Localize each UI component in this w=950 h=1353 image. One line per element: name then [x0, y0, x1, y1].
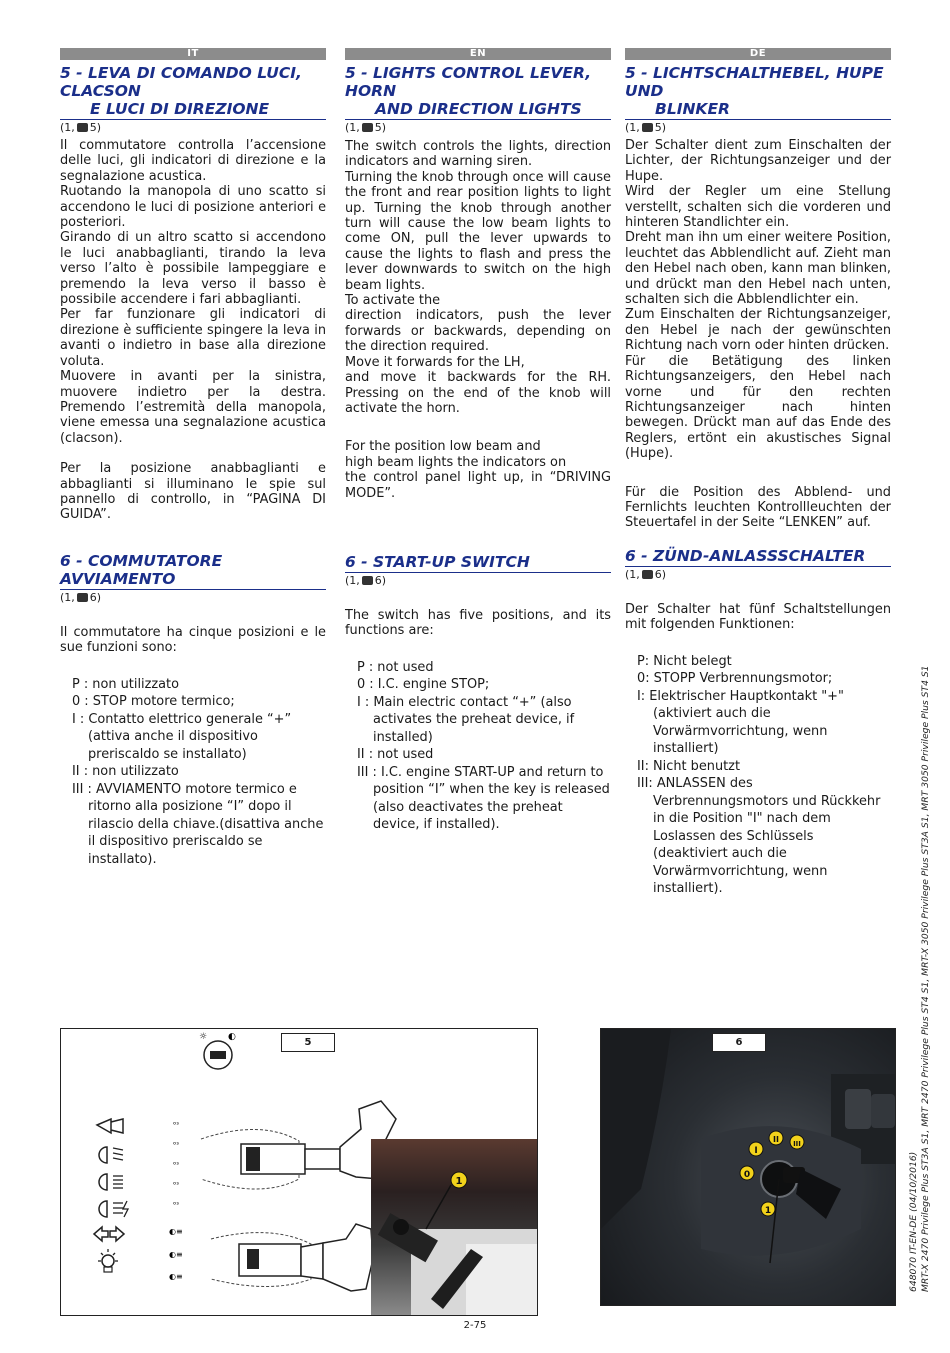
lever-photo: [371, 1139, 537, 1315]
svg-text:◐≡: ◐≡: [169, 1250, 183, 1259]
section-6-intro-en: The switch has five positions, and its functions are:: [345, 608, 611, 639]
figure-5-number: 5: [281, 1033, 335, 1052]
section-5-text-en: The switch controls the lights, direction indicators and warning siren. Turning the knob through once will cause the front and rear position lights to light up. Turning the knob through another turn will cause the low beam lights to come ON, pull the lever upwards to cause the lights to flash and press the lever downwards to switch on the high beam lights. To activate the direction indicators, push the lever forwards or backwards, depending on the direction required. Move it forwards for the LH, and move it backwards for the RH. Pressing on the end of the knob will activate the horn. For the position low beam and high beam lights the indicators on the control panel light up, in “DRIVING MODE”.: [345, 139, 611, 501]
list-item: P : non utilizzato: [72, 676, 179, 692]
svg-text:ᵒˢ: ᵒˢ: [173, 1180, 180, 1189]
svg-text:☼: ☼: [199, 1032, 208, 1042]
list-item: II : not used: [357, 747, 434, 763]
svg-text:ᵒˢ: ᵒˢ: [173, 1160, 180, 1169]
svg-text:◐≡: ◐≡: [169, 1272, 183, 1281]
position-label-0: 0: [743, 1170, 751, 1180]
camera-icon: [77, 123, 88, 132]
section-6-title-it: 6 - COMMUTATORE AVVIAMENTO: [60, 552, 326, 590]
section-6-intro-it: Il commutatore ha cinque posizioni e le sue funzioni sono:: [60, 625, 326, 656]
list-item: II : non utilizzato: [72, 764, 179, 780]
position-label-i: I: [754, 1146, 758, 1156]
horn-icon: [97, 1119, 123, 1133]
list-item: III: ANLASSEN des Verbrennungsmotors und Rückkehr in die Position "I" nach dem Loslassen des Schlüssels (deaktiviert auch die Vorwärmvorrichtung, wenn installiert).: [637, 776, 881, 897]
switch-positions-list-de: [625, 653, 891, 898]
section-6-it: [60, 548, 326, 868]
language-bar-en: EN: [345, 48, 611, 60]
title-line-1: 5 - LIGHTS CONTROL LEVER, HORN: [345, 64, 592, 100]
list-item: 0: STOPP Verbrennungsmotor;: [637, 671, 833, 687]
page-number: 2-75: [463, 1320, 487, 1331]
list-item: I: Elektrischer Hauptkontakt "+" (aktiviert auch die Vorwärmvorrichtung, wenn installiert): [637, 688, 844, 757]
section-6-en: [345, 549, 611, 834]
figure-6: [600, 1028, 896, 1306]
section-5-title-en: [345, 64, 611, 120]
model-list: MRT-X 2470 Privilege Plus ST3A S1, MRT 2470 Privilege Plus ST4 S1, MRT-X 3050 Privilege Plus ST3A S1, MRT 3050 Privilege Plus ST4 S1: [920, 665, 931, 1292]
list-item: P: Nicht belegt: [637, 653, 732, 669]
camera-icon: [642, 570, 653, 579]
svg-text:ᵒˢ: ᵒˢ: [173, 1140, 180, 1149]
language-bar-de: DE: [625, 48, 891, 60]
figure-reference: (1, 6): [345, 574, 387, 587]
callout-1: 1: [764, 1206, 772, 1216]
svg-text:ᵒˢ: ᵒˢ: [173, 1200, 180, 1209]
lever-upper-drawing: [173, 1101, 396, 1209]
callout-1: 1: [455, 1176, 463, 1187]
section-6-title-de: 6 - ZÜND-ANLASSSCHALTER: [625, 547, 891, 567]
camera-icon: [642, 123, 653, 132]
column-it: [60, 48, 326, 523]
title-line-2: BLINKER: [655, 100, 730, 118]
list-item: 0 : STOP motore termico;: [72, 694, 235, 710]
column-en: [345, 48, 611, 501]
section-5-title-it: [60, 64, 326, 120]
document-code: 648070 IT-EN-DE (04/10/2016): [908, 1151, 919, 1292]
figure-reference: (1, 6): [60, 591, 102, 604]
section-5-title-de: [625, 64, 891, 120]
section-6-de: [625, 543, 891, 898]
switch-positions-list-it: [60, 676, 326, 869]
title-line-1: 5 - LEVA DI COMANDO LUCI, CLACSON: [60, 64, 302, 100]
list-item: I : Main electric contact “+” (also activates the preheat device, if installed): [357, 694, 575, 745]
figure-reference: (1, 6): [625, 568, 667, 581]
svg-text:ᵒˢ: ᵒˢ: [173, 1120, 180, 1129]
ignition-switch-photo: [601, 1029, 895, 1305]
direction-arrows-icon: [94, 1227, 124, 1241]
svg-text:◐: ◐: [228, 1032, 236, 1042]
section-6-title-en: 6 - START-UP SWITCH: [345, 553, 611, 573]
section-5-text-it: Il commutatore controlla l’accensione delle luci, gli indicatori di direzione e la segnalazione acustica. Ruotando la manopola di uno scatto si accendono le luci di posizione anteriori e posteriori. Girando di un altro scatto si accendono le luci anabbaglianti, tirando la leva verso l’alto è possibile lampeggiare e premendo la leva verso il basso è possibile accendere i fari abbaglianti. Per far funzionare gli indicatori di direzione è sufficiente spingere la leva in avanti o indietro in base alla direzione voluta. Muovere in avanti per la sinistra, muovere indietro per la destra. Premendo l’estremità della manopola, viene emessa una segnalazione acustica (clacson). Per la posizione anabbaglianti e abbaglianti si illuminano le spie sul pannello di controllo, in “PAGINA DI GUIDA”.: [60, 138, 326, 523]
position-label-ii: II: [773, 1135, 779, 1144]
position-label-iii: III: [793, 1140, 801, 1148]
low-beam-icon: [99, 1147, 123, 1163]
figure-reference: (1, 5): [345, 121, 387, 134]
list-item: III : AVVIAMENTO motore termico e ritorno alla posizione “I” dopo il rilascio della chiave.(disattiva anche il dispositivo preriscaldo se installato).: [72, 781, 324, 867]
camera-icon: [362, 123, 373, 132]
column-de: [625, 48, 891, 531]
language-bar-it: IT: [60, 48, 326, 60]
title-line-2: E LUCI DI DIREZIONE: [90, 100, 270, 118]
section-6-intro-de: Der Schalter hat fünf Schaltstellungen mit folgenden Funktionen:: [625, 602, 891, 633]
high-beam-icon: [99, 1174, 123, 1190]
section-5-text-de: Der Schalter dient zum Einschalten der Lichter, der Richtungsanzeiger und der Hupe. Wird der Regler um eine Stellung verstellt, schalten sich die vorderen und hinteren Standlichter ein. Dreht man ihn um einer weitere Position, leuchtet das Abblendlicht auf. Zieht man den Hebel nach oben, kann man blinken, und drückt man den Hebel nach unten, schalten sich die Abblendlichter ein. Zum Einschalten der Richtungsanzeiger, den Hebel je nach der gewünschten Richtung nach vorn oder hinten drücken. Für die Betätigung des linken Richtungsanzeigers, den Hebel nach vorne und für den rechten Richtungsanzeiger nach hinten bewegen. Drückt man auf das Ende des Reglers, ertönt ein akustisches Signal (Hupe). Für die Position des Abblend- und Fernlichts leuchten Kontrollleuchten der Steuertafel in der Seite “LENKEN” auf.: [625, 138, 891, 531]
title-line-1: 5 - LICHTSCHALTHEBEL, HUPE UND: [625, 64, 884, 100]
camera-icon: [77, 593, 88, 602]
list-item: III : I.C. engine START-UP and return to position “I” when the key is released (also deactivates the preheat device, if installed).: [357, 764, 610, 833]
sidebar-model-info: [908, 665, 932, 1292]
camera-icon: [362, 576, 373, 585]
lever-photo-detail: [371, 1139, 537, 1315]
switch-positions-list-en: [345, 659, 611, 834]
list-item: P : not used: [357, 659, 434, 675]
svg-text:◐≡: ◐≡: [169, 1227, 183, 1236]
lever-lower-drawing: [169, 1224, 373, 1291]
figure-6-number: 6: [712, 1033, 766, 1052]
figure-reference: (1, 5): [625, 121, 667, 134]
list-item: II: Nicht benutzt: [637, 758, 741, 774]
list-item: 0 : I.C. engine STOP;: [357, 677, 490, 693]
figure-5: [60, 1028, 538, 1316]
position-lights-icon: [98, 1249, 118, 1272]
flash-icon: [99, 1201, 128, 1217]
figure-reference: (1, 5): [60, 121, 102, 134]
title-line-2: AND DIRECTION LIGHTS: [375, 100, 582, 118]
rotary-knob-icon: [199, 1032, 236, 1069]
list-item: I : Contatto elettrico generale “+” (attiva anche il dispositivo preriscaldo se installato): [72, 711, 292, 762]
